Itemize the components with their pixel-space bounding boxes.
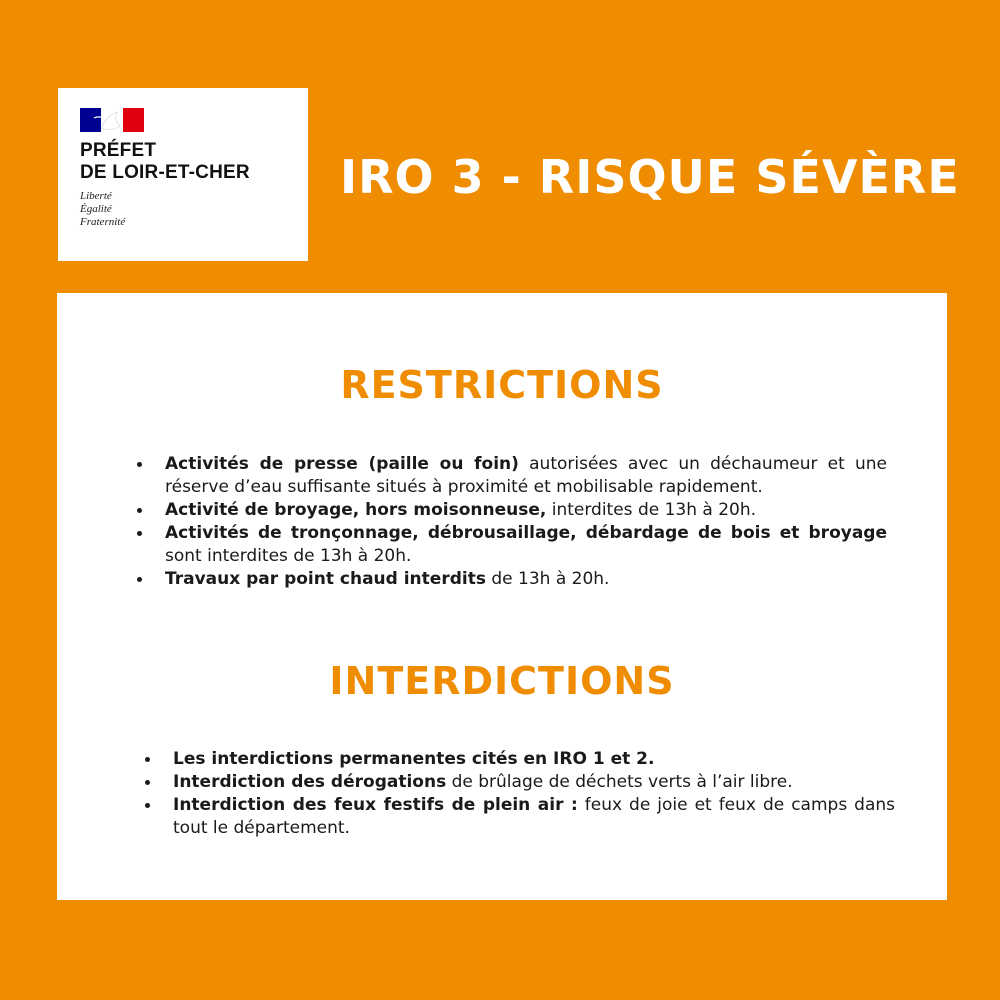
item-bold: Activités de presse (paille ou foin) [165, 454, 519, 474]
item-bold: Interdiction des dérogations [173, 772, 447, 792]
interdictions-heading: INTERDICTIONS [329, 659, 675, 703]
item-bold: Activités de tronçonnage, débrousaillage, débardage de bois et broyage [165, 523, 887, 543]
list-item [137, 499, 887, 522]
motto-egalite: Égalité [80, 203, 112, 215]
prefecture-logo [58, 88, 308, 261]
content-panel [57, 293, 947, 900]
list-item [137, 522, 887, 568]
motto-liberte: Liberté [80, 190, 112, 202]
item-bold: Interdiction des feux festifs de plein air : [173, 795, 578, 815]
item-bold: Les interdictions permanentes cités en IRO 1 et 2. [173, 749, 655, 769]
republic-motto [80, 190, 308, 229]
item-bold: Activité de broyage, hors moisonneuse, [165, 500, 547, 520]
item-bold: Travaux par point chaud interdits [165, 569, 486, 589]
list-item [145, 748, 895, 771]
prefet-title-line-1: PRÉFET [80, 140, 157, 161]
prefet-title-line-2: DE LOIR-ET-CHER [80, 162, 250, 183]
list-item [137, 453, 887, 499]
list-item [145, 794, 895, 840]
item-text: feux de joie et feux de camps dans tout le département. [173, 795, 896, 838]
item-text: de brûlage de déchets verts à l’air libre. [446, 772, 793, 792]
list-item [137, 568, 887, 591]
restrictions-heading: RESTRICTIONS [340, 363, 664, 407]
list-item [145, 771, 895, 794]
item-text: sont interdites de 13h à 20h. [165, 546, 412, 566]
item-text: autorisées avec un déchaumeur et une réserve d’eau suffisante situés à proximité et mobilisable rapidement. [165, 454, 887, 497]
motto-fraternite: Fraternité [80, 216, 126, 228]
item-text: interdites de 13h à 20h. [546, 500, 757, 520]
page-title: IRO 3 - RISQUE SÉVÈRE [340, 150, 960, 204]
item-text: de 13h à 20h. [485, 569, 610, 589]
restrictions-list [137, 453, 887, 591]
marianne-flag-icon [80, 108, 144, 132]
interdictions-list [145, 748, 895, 840]
